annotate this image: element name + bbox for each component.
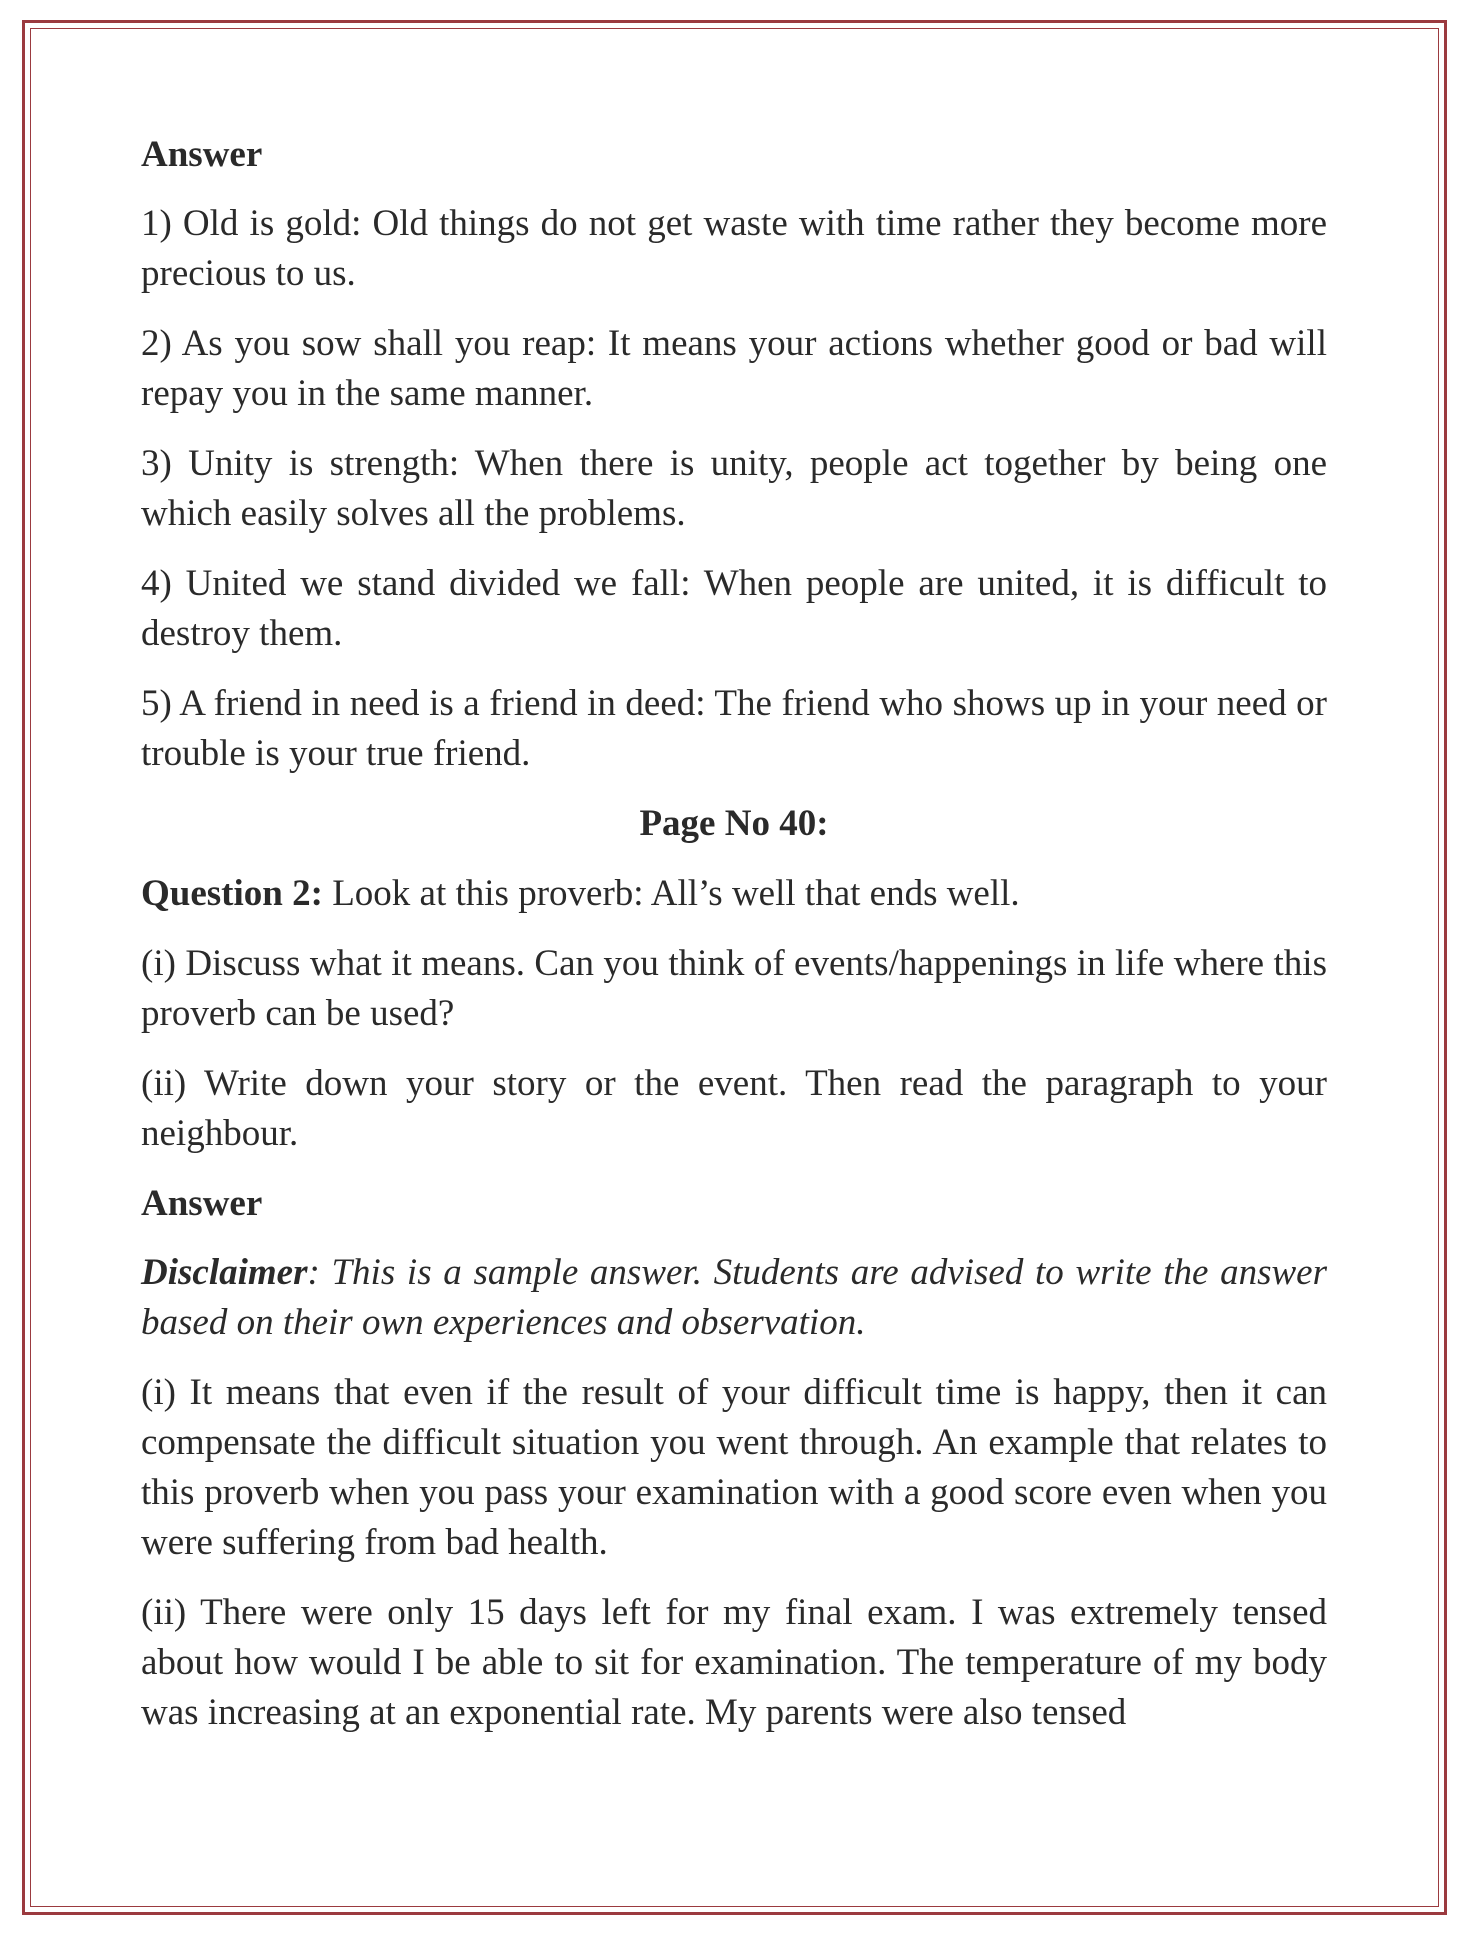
answer-heading: Answer — [141, 134, 263, 175]
page-content — [141, 130, 1327, 1758]
question-line — [141, 869, 1327, 919]
proverb-item: 2) As you sow shall you reap: It means your actions whether good or bad will repay you in the same manner. — [141, 323, 1327, 414]
question-part: (i) Discuss what it means. Can you think of events/happenings in life where this proverb can be used? — [141, 943, 1327, 1034]
proverb-item: 3) Unity is strength: When there is unity, people act together by being one which easily solves all the problems. — [141, 443, 1327, 534]
disclaimer-text: : This is a sample answer. Students are advised to write the answer based on their own experiences and observation. — [141, 1252, 1327, 1343]
answer-paragraph: (ii) There were only 15 days left for my final exam. I was extremely tensed about how would I be able to sit for examination. The temperature of my body was increasing at an exponential rate. My parents were also tensed — [141, 1592, 1327, 1733]
disclaimer — [141, 1248, 1327, 1348]
proverb-item: 1) Old is gold: Old things do not get waste with time rather they become more precious to us. — [141, 203, 1327, 294]
answer-paragraph: (i) It means that even if the result of your difficult time is happy, then it can compensate the difficult situation you went through. An example that relates to this proverb when you pass your examination with a good score even when you were suffering from bad health. — [141, 1372, 1327, 1563]
proverb-item: 4) United we stand divided we fall: When people are united, it is difficult to destroy them. — [141, 563, 1327, 654]
answer-heading: Answer — [141, 1183, 263, 1224]
question-label: Question 2: — [141, 873, 323, 914]
question-text: Look at this proverb: All’s well that ends well. — [322, 873, 1020, 914]
question-part: (ii) Write down your story or the event. Then read the paragraph to your neighbour. — [141, 1063, 1327, 1154]
proverb-item: 5) A friend in need is a friend in deed: The friend who shows up in your need or trouble is your true friend. — [141, 683, 1327, 774]
disclaimer-label: Disclaimer — [141, 1252, 308, 1293]
page-number-heading: Page No 40: — [639, 803, 829, 844]
